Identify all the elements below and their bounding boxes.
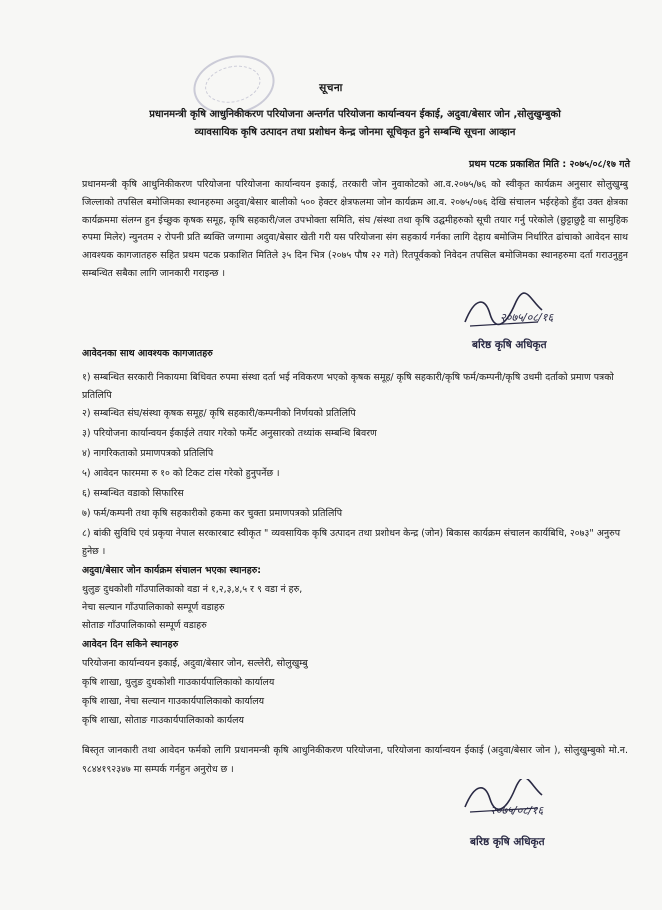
document-item: ५) आवेदन फारममा रु १० को टिकट टांस गरेको हुनुपर्नेछ । — [82, 468, 280, 479]
signature-block-1 — [440, 288, 640, 368]
contact-paragraph: बिस्तृत जानकारी तथा आवेदन फर्मको लागि प्रधानमन्त्री कृषि आधुनिकीकरण परियोजना, परियोजना कार्यान्वयन ईकाई (अदुवा/बेसार जोन ), सोलुखुम्बुको मो.न. ९८४४१९२३४७ मा सम्पर्क गर्नहुन अनुरोध छ । — [82, 745, 628, 775]
submission-place: परियोजना कार्यान्वयन इकाई, अदुवा/बेसार जोन, सल्लेरी, सोलुखुम्बु — [82, 658, 308, 669]
submission-heading: आवेदन दिन सकिने स्थानहरु — [82, 639, 179, 650]
document-item: ३) परियोजना कार्यान्वयन ईकाईले तयार गरेको फर्मेट अनुसारको तथ्यांक सम्बन्धि बिवरण — [82, 428, 377, 439]
location-item: थुलुङ दुधकोशी गाँउपालिकाको वडा नं १,२,३,४,५ र ९ वडा नं हरु, — [82, 584, 303, 595]
document-item: ८) बांकी सुविधि एवं प्रकृया नेपाल सरकारबाट स्वीकृत " व्यवसायिक कृषि उत्पादन तथा प्रशोधन केन्द्र (जोन) बिकास कार्यक्रम संचालन कार्यबिधि, २०७३" अनुरुप हुनेछ । — [82, 528, 621, 557]
submission-place: कृषि शाखा, सोताङ गाउकार्यपालिकाको कार्यलय — [82, 715, 244, 726]
notice-heading-line2: व्यावसायिक कृषि उत्पादन तथा प्रशोधन केन्द्र जोनमा सूचिकृत हुने सम्बन्धि सूचना आव्हान — [194, 127, 516, 138]
document-item: ७) फर्म/कम्पनी तथा कृषि सहकारीको हकमा कर चुक्ता प्रमाणपत्रको प्रतिलिपि — [82, 508, 343, 519]
publish-date: प्रथम पटक प्रकाशित मिति : २०७५/०८/१७ गते — [468, 159, 630, 170]
notice-heading-line1: प्रधानमन्त्री कृषि आधुनिकीकरण परियोजना अन्तर्गत परियोजना कार्यान्वयन ईकाई, अदुवा/बेसार जोन ,सोलुखुम्बुको — [149, 109, 561, 120]
document-item: ६) सम्बन्धित वडाको सिफारिस — [82, 488, 184, 499]
location-item: सोताङ गाँउपालिकाको सम्पूर्ण वडाहरु — [82, 620, 207, 631]
documents-heading: आवेदनका साथ आवश्यक कागजातहरु — [82, 348, 213, 359]
submission-place: कृषि शाखा, थुलुङ दुधकोशी गाउकार्यपालिकाको कार्यालय — [82, 677, 275, 688]
document-item: २) सम्बन्धित संघ/संस्था कृषक समूह/ कृषि सहकारी/कम्पनीको निर्णयको प्रतिलिपि — [82, 408, 356, 419]
document-item: १) सम्बन्धित सरकारी निकायमा बिधिवत रुपमा संस्था दर्ता भई नविकरण भएको कृषक समूह/ कृषि सहकारी/कृषि फर्म/कम्पनी/कृषि उधमी दर्ताको प्रमाण पत्रको प्रतिलिपि — [82, 372, 614, 401]
body-paragraph: प्रधानमन्त्री कृषि आधुनिकीकरण परियोजना परियोजना कार्यान्वयन इकाई, तरकारी जोन नुवाकोटको आ.व.२०७५/७६ को स्वीकृत कार्यक्रम अनुसार सोलुखुम्बु जिल्लाको तपसिल बमोजिमका स्थानहरुमा अदुवा/बेसार बालीको ५०० हेक्टर क्षेत्रफलमा जोन कार्यक्रम आ.व. २०७५/०७६ देखि संचालन भईरहेको हुँदा उक्त क्षेत्रका कार्यक्रममा संलग्न हुन ईच्छुक कृषक समूह, कृषि सहकारी/जल उपभोक्ता समिति, संघ /संस्था तथा कृषि उद्घमीहरुको सूची तयार गर्नु परेकोले (छुट्टाछुट्टै वा सामुहिक रुपमा मिलेर) न्युनतम २ रोपनी प्रति ब्यक्ति जग्गामा अदुवा/बेसार खेती गरी यस परियोजना संग सहकार्य गर्नका लागि देहाय बमोजिम निर्धारित ढांचाको आवेदन साथ आवश्यक कागजातहरु सहित प्रथम पटक प्रकाशित मितिले ३५ दिन भित्र (२०७५ पौष २२ गते) रितपूर्वकको निवेदन तपसिल बमोजिमका स्थानहरुमा दर्ता गराउनुहुन सम्बन्धित सबैका लागि जानकारी गराइन्छ । — [82, 179, 628, 279]
document-item: ४) नागरिकताको प्रमाणपत्रको प्रतिलिपि — [82, 448, 214, 459]
signature-title: बरिष्ठ कृषि अधिकृत — [472, 339, 547, 351]
notice-title: सूचना — [319, 82, 343, 94]
submission-place: कृषि शाखा, नेचा सल्यान गाउकार्यपालिकाको कार्यालय — [82, 696, 265, 707]
signature-date: २०७५/०८/१६ — [490, 804, 544, 817]
signature-title: बरिष्ठ कृषि अधिकृत — [470, 836, 545, 848]
location-item: नेचा सल्यान गाँउपालिकाको सम्पूर्ण वडाहरु — [82, 602, 225, 613]
locations-heading: अदुवा/बेसार जोन कार्यक्रम संचालन भएका स्थानहरु: — [82, 565, 262, 576]
signature-date: २०७५/०८/१६ — [500, 311, 554, 324]
signature-block-2 — [440, 775, 640, 865]
